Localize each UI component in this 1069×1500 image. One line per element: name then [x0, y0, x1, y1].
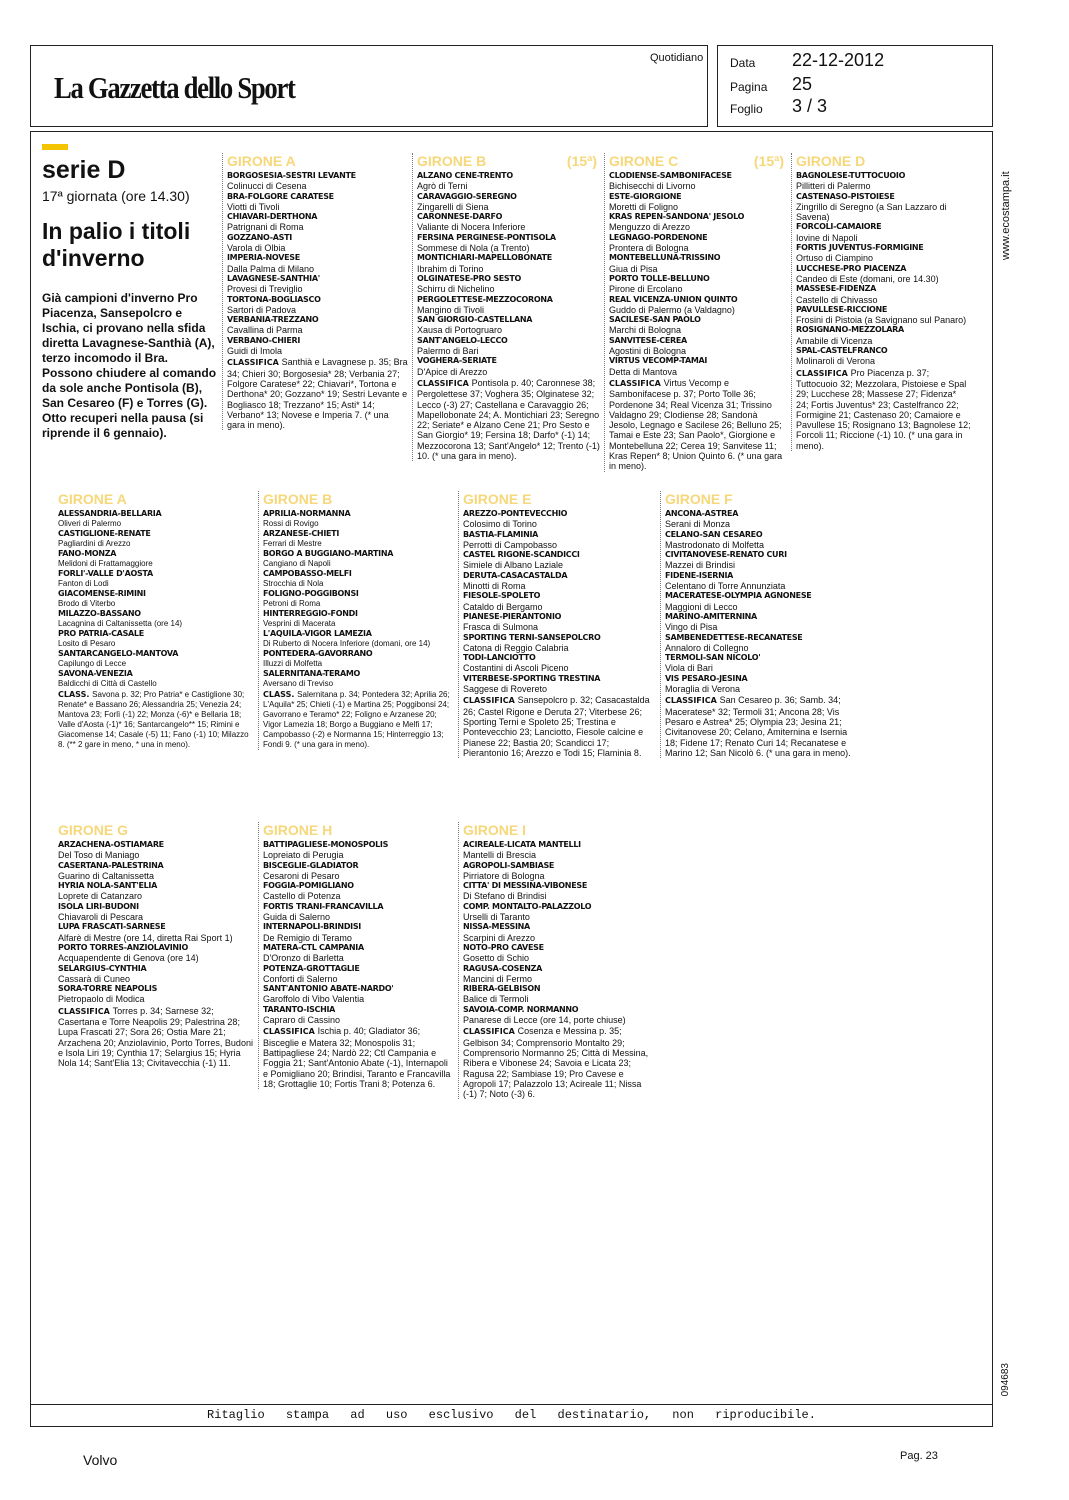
match-referee: Simiele di Albano Laziale: [463, 560, 564, 571]
match-referee: Maggioni di Lecco: [665, 601, 738, 612]
page-value: 25: [792, 74, 813, 94]
newspaper-logo: La Gazzetta dello Sport: [54, 70, 295, 105]
match-teams: MILAZZO-BASSANO: [58, 609, 141, 618]
match-teams: VERBANIA-TREZZANO: [227, 315, 319, 325]
match-teams: NISSA-MESSINA: [463, 922, 530, 932]
match-teams: PORTO TORRES-ANZIOLAVINIO: [58, 942, 188, 952]
match-referee: Pirone di Ercolano: [609, 284, 683, 295]
match-referee: Detta di Mantova: [609, 366, 678, 377]
match-teams: GOZZANO-ASTI: [227, 232, 292, 242]
match-teams: CITTA' DI MESSINA-VIBONESE: [463, 881, 587, 891]
match-referee: Melidoni di Frattamaggiore: [58, 559, 153, 568]
match-referee: Moraglia di Verona: [665, 684, 741, 695]
match-teams: MONTICHIARI-MAPELLOBONATE: [417, 253, 552, 263]
standings: [58, 1006, 254, 1069]
match-teams: BORGOSESIA-SESTRI LEVANTE: [227, 171, 356, 180]
standings-text: Savona p. 32; Pro Patria* e Castiglione 30; Renate* e Bassano 26; Alessandria 25; Venezia 24; Mantova 23; Forlì (-1) 22; Monza (-6)* e Bellaria 18; Valle d'Aosta (-1)* 16; Santarcangelo** 15; Rimini e Giacomense 14; Casale (-5) 11; Fano (-1) 10; Milazzo 8. (** 2 gare in meno, * una in meno).: [58, 690, 249, 749]
match-teams: TODI-LANCIOTTO: [463, 653, 536, 663]
match-teams: CASTEL RIGONE-SCANDICCI: [463, 550, 580, 560]
girone-round: (15ª): [566, 153, 597, 169]
match-referee: Marchi di Bologna: [609, 325, 682, 336]
match-referee: Zingrillo di Seregno (a San Lazzaro di Savena): [796, 201, 947, 223]
match-teams: NOTO-PRO CAVESE: [463, 942, 544, 952]
ritaglio-divider: [30, 1404, 993, 1405]
standings-text: Santhià e Lavagnese p. 35; Bra 34; Chieri 30; Borgosesia* 28; Verbania 27; Folgore Caratese* 22; Chiavari*, Tortona e Derthona* 20; Gozzano* 19; Sestri Levante e Bogliasco 18; Trezzano* 15; Asti* 14; Verbano* 13; Novese e Imperia 7. (* una gara in meno).: [227, 357, 408, 431]
girone-block: [458, 491, 654, 758]
publication-type: Quotidiano: [650, 52, 704, 64]
section-accent-bar: [42, 144, 68, 150]
match-teams: ACIREALE-LICATA MANTELLI: [463, 840, 581, 849]
match-teams: BISCEGLIE-GLADIATOR: [263, 860, 359, 870]
match-teams: CHIAVARI-DERTHONA: [227, 212, 318, 222]
match-teams: SELARGIUS-CYNTHIA: [58, 963, 147, 973]
girone-title: [58, 491, 254, 507]
standings-text: Torres p. 34; Sarnese 32; Casertana e Torre Neapolis 29; Palestrina 28; Lupa Frascati 27; Sora 26; Ostia Mare 21; Arzachena 20; Anziolavinio, Porto Torres, Budoni e Isola Liri 19; Cynthia 17; Selargius 15; Hyria Nola 14; Sant'Elia 13; Civitavecchia (-1) 11.: [58, 1005, 253, 1069]
match-referee: Cassarà di Cuneo: [58, 973, 131, 984]
match-referee: Serani di Monza: [665, 519, 731, 530]
match-referee: Alfarè di Mestre (ore 14, diretta Rai Sport 1): [58, 932, 233, 943]
match-referee: Prontera di Bologna: [609, 243, 689, 254]
girone-title-text: GIRONE C: [609, 153, 679, 169]
standings-label: CLASSIFICA: [463, 696, 518, 706]
match-referee: Ferrari di Mestre: [263, 539, 322, 548]
girone-title: [796, 153, 971, 169]
match-referee: Lopreiato di Perugia: [263, 850, 344, 861]
match-referee: Chiavaroli di Pescara: [58, 912, 144, 923]
copyright-notice: Ritaglio stampa ad uso esclusivo del destinatario, non riproducibile.: [207, 1408, 816, 1422]
footer-client: Volvo: [83, 1452, 118, 1468]
match-referee: Mazzei di Brindisi: [665, 560, 736, 571]
match-teams: FOLIGNO-POGGIBONSI: [263, 589, 359, 598]
match-referee: Colosimo di Torino: [463, 519, 537, 530]
match-teams: PERGOLETTESE-MEZZOCORONA: [417, 294, 553, 304]
match-teams: SANTARCANGELO-MANTOVA: [58, 649, 179, 658]
girone-title: [417, 153, 601, 169]
match-teams: GIACOMENSE-RIMINI: [58, 589, 146, 598]
sheet-value: 3 / 3: [792, 96, 828, 116]
standings: [263, 690, 454, 750]
girone-block: [58, 491, 254, 750]
match-referee: Di Stefano di Brindisi: [463, 891, 547, 902]
date-label: Data: [730, 56, 756, 70]
date-value: 22-12-2012: [792, 50, 885, 70]
match-teams: TORTONA-BOGLIASCO: [227, 294, 321, 304]
match-referee: Bichisecchi di Livorno: [609, 181, 696, 192]
girone-round: (15ª): [753, 153, 784, 169]
match-referee: Frosini di Pistoia (a Savignano sul Panaro): [796, 315, 967, 326]
girone-block: [412, 153, 601, 461]
match-teams: SANT'ANTONIO ABATE-NARDO': [263, 984, 394, 994]
match-teams: VITERBESE-SPORTING TRESTINA: [463, 673, 601, 683]
match-referee: Guarino di Caltanissetta: [58, 870, 155, 881]
match-referee: Moretti di Foligno: [609, 201, 679, 212]
girone-block: [604, 153, 788, 472]
match-referee: Capraro di Cassino: [263, 1015, 341, 1026]
standings-text: Pontisola p. 40; Caronnese 38; Pergolettese 37; Voghera 35; Olginatese 32; Lecco (-3) 27; Castellana e Caravaggio 26; Mapellobonate 24; A. Montichiari 23; Seregno 22; Seriate* e Alzano Cene 21; Pro Sesto e San Giorgio* 19; Fersina 18; Darfo* (-1) 14; Mezzocorona 13; Sant'Angelo* 12; Trento (-1) 10. (* una gara in meno).: [417, 377, 600, 462]
match-teams: CARAVAGGIO-SEREGNO: [417, 191, 517, 201]
girone-title-text: GIRONE A: [58, 491, 127, 507]
match-referee: Oliveri di Palermo: [58, 519, 122, 528]
match-teams: REAL VICENZA-UNION QUINTO: [609, 294, 738, 304]
match-teams: RAGUSA-COSENZA: [463, 963, 543, 973]
match-referee: Sommese di Nola (a Trento): [417, 243, 530, 254]
match-teams: SANVITESE-CEREA: [609, 335, 687, 345]
match-teams: AGROPOLI-SAMBIASE: [463, 860, 555, 870]
match-referee: Schirru di Nichelino: [417, 284, 495, 295]
girone-title: [263, 491, 454, 507]
standings-text: Pro Piacenza p. 37; Tuttocuoio 32; Mezzolara, Pistoiese e Spal 29; Lucchese 28; Massese 27; Fidenza* 24; Fortis Juventus* 23; Castelfranco 22; Formigine 21; Castenaso 20; Camaiore e Pavullese 15; Rosignano 13; Bagnolese 12; Forcoli 11; Riccione (-1) 10. (* una gara in meno).: [796, 367, 971, 451]
match-teams: HYRIA NOLA-SANT'ELIA: [58, 881, 157, 891]
match-referee: Mancini di Fermo: [463, 973, 533, 984]
standings-label: CLASSIFICA: [227, 358, 282, 368]
match-referee: Giua di Pisa: [609, 263, 658, 274]
match-teams: CASTENASO-PISTOIESE: [796, 191, 895, 201]
match-referee: Ortuso di Ciampino: [796, 253, 874, 264]
match-teams: ARZACHENA-OSTIAMARE: [58, 840, 164, 849]
match-referee: Mangino di Tivoli: [417, 304, 485, 315]
match-referee: Fanton di Lodi: [58, 579, 109, 588]
match-teams: BAGNOLESE-TUTTOCUOIO: [796, 171, 906, 180]
match-referee: Aversano di Treviso: [263, 679, 334, 688]
match-referee: Minotti di Roma: [463, 581, 526, 592]
match-teams: FORTIS JUVENTUS-FORMIGINE: [796, 243, 924, 253]
girone-title-text: GIRONE G: [58, 822, 129, 838]
girone-title: [609, 153, 788, 169]
match-referee: Capilungo di Lecce: [58, 659, 127, 668]
match-teams: AREZZO-PONTEVECCHIO: [463, 509, 568, 518]
match-referee: Lacagnina di Caltanissetta (ore 14): [58, 619, 183, 628]
match-teams: LAVAGNESE-SANTHIA': [227, 273, 320, 283]
match-teams: SAN GIORGIO-CASTELLANA: [417, 315, 533, 325]
match-teams: MACERATESE-OLYMPIA AGNONESE: [665, 591, 812, 601]
standings-text: Cosenza e Messina p. 35; Gelbison 34; Comprensorio Montalto 29; Comprensorio Normanno 25; Città di Messina, Ribera e Vibonese 24; Savoia e Licata 23; Ragusa 22; Sambiase 19; Pro Cavese e Agropoli 17; Palazzolo 13; Acireale 11; Nissa (-1) 7; Noto (-3) 6.: [463, 1026, 649, 1100]
match-referee: Menguzzo di Arezzo: [609, 222, 691, 233]
girone-block: [791, 153, 971, 451]
standings-text: Sansepolcro p. 32; Casacastalda 26; Castel Rigone e Deruta 27; Viterbese 26; Sporting Terni e Spoleto 25; Trestina e Pontevecchio 23; Lanciotto, Fiesole calcine e Pianese 22; Bastia 20; Scandicci 17; Pierantonio 16; Arezzo e Todi 15; Flaminia 8.: [463, 695, 650, 758]
match-teams: VERBANO-CHIERI: [227, 335, 301, 345]
match-referee: Costantini di Ascoli Piceno: [463, 663, 569, 674]
standings: [463, 695, 654, 758]
match-teams: FORLI'-VALLE D'AOSTA: [58, 569, 153, 578]
match-teams: FORCOLI-CAMAIORE: [796, 222, 882, 232]
standings: [609, 378, 788, 472]
match-referee: Iovine di Napoli: [796, 232, 858, 243]
girone-title-text: GIRONE D: [796, 153, 866, 169]
match-referee: Agostini di Bologna: [609, 346, 687, 357]
match-teams: ARZANESE-CHIETI: [263, 529, 339, 538]
match-teams: SPORTING TERNI-SANSEPOLCRO: [463, 632, 601, 642]
match-teams: BORGO A BUGGIANO-MARTINA: [263, 549, 394, 558]
match-referee: Rossi di Rovigo: [263, 519, 319, 528]
standings-text: Ischia p. 40; Gladiator 36; Bisceglie e Matera 32; Monospolis 31; Battipagliese 24; Nardò 22; Ctl Campania e Foggia 21; Sant'Antonio Abate (-1), Internapoli e Pomigliano 20; Brindisi, Taranto e Francavilla 18; Grottaglie 10; Fortis Trani 8; Potenza 6.: [263, 1026, 451, 1089]
match-teams: LUPA FRASCATI-SARNESE: [58, 922, 166, 932]
match-referee: Ibrahim di Torino: [417, 263, 484, 274]
standings: [263, 1026, 454, 1089]
match-referee: Viotti di Tivoli: [227, 201, 280, 212]
standings-label: CLASSIFICA: [263, 1027, 318, 1037]
match-referee: Garoffolo di Vibo Valentia: [263, 994, 365, 1005]
matchday-info: 17ª giornata (ore 14.30): [42, 188, 190, 204]
match-teams: CASTIGLIONE-RENATE: [58, 529, 151, 538]
match-teams: SACILESE-SAN PAOLO: [609, 315, 701, 325]
match-referee: Dalla Palma di Milano: [227, 263, 315, 274]
girone-title: [58, 822, 254, 838]
match-teams: CIVITANOVESE-RENATO CURI: [665, 550, 787, 560]
standings-text: San Cesareo p. 36; Samb. 34; Maceratese* 32; Termoli 31; Ancona 28; Vis Pesaro e Astrea* 25; Olympia 23; Jesina 21; Civitanovese 20; Celano, Amiternina e Isernia 18; Fidene 17; Renato Curi 14; Recanatese e Marino 12; San Nicolò 6. (* una gara in meno).: [665, 695, 851, 758]
match-referee: Pagliardini di Arezzo: [58, 539, 131, 548]
standings: [463, 1026, 654, 1099]
match-teams: MATERA-CTL CAMPANIA: [263, 942, 364, 952]
standings-label: CLASSIFICA: [609, 378, 664, 388]
match-teams: ALZANO CENE-TRENTO: [417, 171, 513, 180]
match-referee: Cataldo di Bergamo: [463, 601, 543, 612]
girone-title-text: GIRONE I: [463, 822, 527, 838]
match-teams: VOGHERA-SERIATE: [417, 356, 497, 366]
match-referee: Saggese di Rovereto: [463, 684, 548, 695]
match-teams: FORTIS TRANI-FRANCAVILLA: [263, 901, 384, 911]
match-referee: Xausa di Portogruaro: [417, 325, 503, 336]
match-teams: ANCONA-ASTREA: [665, 509, 739, 518]
standings-label: CLASS.: [58, 690, 93, 699]
match-teams: INTERNAPOLI-BRINDISI: [263, 922, 361, 932]
match-teams: ISOLA LIRI-BUDONI: [58, 901, 139, 911]
girone-title-text: GIRONE B: [263, 491, 333, 507]
match-teams: IMPERIA-NOVESE: [227, 253, 300, 263]
match-teams: OLGINATESE-PRO SESTO: [417, 273, 522, 283]
match-teams: MASSESE-FIDENZA: [796, 284, 877, 294]
standings-label: CLASS.: [263, 690, 298, 699]
sheet-label: Foglio: [730, 102, 763, 116]
match-referee: Balice di Termoli: [463, 994, 529, 1005]
match-referee: D'Apice di Arezzo: [417, 366, 488, 377]
match-teams: ALESSANDRIA-BELLARIA: [58, 509, 162, 518]
match-teams: VIRTUS VECOMP-TAMAI: [609, 356, 708, 366]
girone-block: [222, 153, 408, 430]
match-teams: FIDENE-ISERNIA: [665, 570, 734, 580]
match-referee: Viola di Bari: [665, 663, 713, 674]
girone-title: [463, 822, 654, 838]
match-referee: Colinucci di Cesena: [227, 181, 307, 192]
girone-title-text: GIRONE A: [227, 153, 296, 169]
match-teams: FOGGIA-POMIGLIANO: [263, 881, 354, 891]
match-referee: D'Oronzo di Barletta: [263, 953, 344, 964]
standings: [796, 368, 971, 451]
standings-label: CLASSIFICA: [463, 1027, 518, 1037]
match-referee: Guidi di Imola: [227, 346, 283, 357]
match-teams: LEGNAGO-PORDENONE: [609, 232, 708, 242]
match-referee: Zingarelli di Siena: [417, 201, 489, 212]
match-referee: Scarpini di Arezzo: [463, 932, 536, 943]
standings-label: CLASSIFICA: [796, 368, 851, 378]
match-teams: MONTEBELLUNA-TRISSINO: [609, 253, 721, 263]
match-teams: CARONNESE-DARFO: [417, 212, 503, 222]
match-referee: Provesi di Treviglio: [227, 284, 303, 295]
article-headline: In palio i titoli d'inverno: [42, 218, 191, 271]
girone-block: [258, 822, 454, 1089]
girone-title-text: GIRONE H: [263, 822, 333, 838]
match-referee: Annaloro di Collegno: [665, 642, 749, 653]
match-referee: De Remigio di Teramo: [263, 932, 352, 943]
match-referee: Amabile di Vicenza: [796, 335, 873, 346]
match-teams: VIS PESARO-JESINA: [665, 673, 748, 683]
match-teams: BRA-FOLGORE CARATESE: [227, 191, 334, 201]
match-teams: SANT'ANGELO-LECCO: [417, 335, 508, 345]
match-teams: TARANTO-ISCHIA: [263, 1004, 336, 1014]
match-teams: FERSINA PERGINESE-PONTISOLA: [417, 232, 556, 242]
match-referee: Brodo di Viterbo: [58, 599, 116, 608]
match-referee: Conforti di Salerno: [263, 973, 338, 984]
match-referee: Varola di Olbia: [227, 243, 286, 254]
match-referee: Castello di Chivasso: [796, 294, 878, 305]
match-teams: CAMPOBASSO-MELFI: [263, 569, 352, 578]
match-referee: Baldicchi di Città di Castello: [58, 679, 157, 688]
match-teams: SPAL-CASTELFRANCO: [796, 346, 888, 356]
girone-block: [458, 822, 654, 1099]
girone-title: [263, 822, 454, 838]
match-teams: SALERNITANA-TERAMO: [263, 669, 361, 678]
match-referee: Mantelli di Brescia: [463, 850, 537, 861]
standings-label: CLASSIFICA: [417, 378, 472, 388]
match-referee: Guddo di Palermo (a Valdagno): [609, 304, 735, 315]
match-referee: Agrò di Terni: [417, 181, 468, 192]
match-referee: Pirriatore di Bologna: [463, 870, 545, 881]
match-teams: SORA-TORRE NEAPOLIS: [58, 984, 158, 994]
match-teams: POTENZA-GROTTAGLIE: [263, 963, 360, 973]
match-teams: PIANESE-PIERANTONIO: [463, 611, 562, 621]
match-referee: Pillitteri di Palermo: [796, 181, 871, 192]
match-referee: Cesaroni di Pesaro: [263, 870, 340, 881]
match-referee: Loprete di Catanzaro: [58, 891, 143, 902]
match-referee: Frasca di Sulmona: [463, 622, 539, 633]
side-url: www.ecostampa.it: [1000, 171, 1012, 260]
standings-text: Salernitana p. 34; Pontedera 32; Aprilia 26; L'Aquila* 25; Chieti (-1) e Martina 25; Poggibonsi 24; Gavorrano e Teramo* 22; Foligno e Arzanese 20; Vigor Lamezia 18; Borgo a Buggiano e Melfi 17; Campobasso (-2) e Normanna 15; Hinterreggio 13; Fondi 9. (* una gara in meno).: [263, 690, 450, 749]
match-teams: LUCCHESE-PRO PIACENZA: [796, 263, 907, 273]
match-referee: Urselli di Taranto: [463, 912, 530, 923]
match-referee: Strocchia di Nola: [263, 579, 324, 588]
match-referee: Panarese di Lecce (ore 14, porte chiuse): [463, 1015, 626, 1026]
match-referee: Cavallina di Parma: [227, 325, 303, 336]
footer-page: Pag. 23: [900, 1450, 938, 1462]
match-teams: SAVOIA-COMP. NORMANNO: [463, 1004, 579, 1014]
match-referee: Illuzzi di Molfetta: [263, 659, 323, 668]
match-teams: BATTIPAGLIESE-MONOSPOLIS: [263, 840, 389, 849]
match-teams: FIESOLE-SPOLETO: [463, 591, 541, 601]
match-referee: Gosetto di Schio: [463, 953, 530, 964]
girone-title: [665, 491, 856, 507]
article-intro: Già campioni d'inverno Pro Piacenza, Sansepolcro e Ischia, ci provano nella sfida diretta Lavagnese-Santhià (A), terzo incomodo il Bra. Possono chiudere al comando da sole anche Pontisola (B), San Cesareo (F) e Torres (G). Otto recuperi nella pausa (si riprende il 6 gennaio).: [42, 291, 217, 440]
match-referee: Guida di Salerno: [263, 912, 331, 923]
girone-title: [463, 491, 654, 507]
match-teams: CASERTANA-PALESTRINA: [58, 860, 164, 870]
match-referee: Vingo di Pisa: [665, 622, 718, 633]
match-teams: SAVONA-VENEZIA: [58, 669, 133, 678]
match-referee: Castello di Potenza: [263, 891, 341, 902]
match-teams: CELANO-SAN CESAREO: [665, 529, 763, 539]
match-referee: Molinaroli di Verona: [796, 356, 876, 367]
match-referee: Valiante di Nocera Inferiore: [417, 222, 526, 233]
standings: [665, 695, 856, 758]
match-teams: PORTO TOLLE-BELLUNO: [609, 273, 710, 283]
match-teams: L'AQUILA-VIGOR LAMEZIA: [263, 629, 372, 638]
girone-title-text: GIRONE E: [463, 491, 532, 507]
match-teams: SAMBENEDETTESE-RECANATESE: [665, 632, 803, 642]
match-teams: PRO PATRIA-CASALE: [58, 629, 144, 638]
match-referee: Vesprini di Macerata: [263, 619, 336, 628]
match-teams: PONTEDERA-GAVORRANO: [263, 649, 373, 658]
match-teams: TERMOLI-SAN NICOLO': [665, 653, 761, 663]
match-teams: ROSIGNANO-MEZZOLARA: [796, 325, 904, 335]
match-referee: Patrignani di Roma: [227, 222, 304, 233]
match-teams: FANO-MONZA: [58, 549, 117, 558]
match-referee: Sartori di Padova: [227, 304, 297, 315]
match-teams: COMP. MONTALTO-PALAZZOLO: [463, 901, 592, 911]
match-teams: RIBERA-GELBISON: [463, 984, 541, 994]
match-teams: KRAS REPEN-SANDONA' JESOLO: [609, 212, 745, 222]
match-referee: Del Toso di Maniago: [58, 850, 140, 861]
match-teams: DERUTA-CASACASTALDA: [463, 570, 568, 580]
match-referee: Palermo di Bari: [417, 346, 479, 357]
girone-block: [58, 822, 254, 1069]
match-referee: Catona di Reggio Calabria: [463, 642, 569, 653]
girone-title-text: GIRONE B: [417, 153, 487, 169]
standings: [58, 690, 254, 750]
match-teams: APRILIA-NORMANNA: [263, 509, 351, 518]
match-teams: HINTERREGGIO-FONDI: [263, 609, 358, 618]
match-referee: Losito di Pesaro: [58, 639, 116, 648]
match-referee: Candeo di Este (domani, ore 14.30): [796, 273, 939, 284]
standings-label: CLASSIFICA: [58, 1006, 113, 1016]
match-referee: Pietropaolo di Modica: [58, 994, 145, 1005]
page-label: Pagina: [730, 80, 768, 94]
standings-text: Virtus Vecomp e Sambonifacese p. 37; Porto Tolle 36; Pordenone 34; Real Vicenza 31; Trissino Valdagno 29; Clodiense 28; Sandonà Jesolo, Legnago e Sacilese 26; Belluno 25; Tamai e Este 23; San Paolo*, Giorgione e Montebelluna 22; Cerea 19; Sanvitese 11; Kras Repen* 8; Union Quinto 6. (* una gara in meno).: [609, 377, 783, 472]
girone-title-text: GIRONE F: [665, 491, 733, 507]
side-code: 094683: [1000, 1363, 1011, 1397]
match-teams: MARINO-AMITERNINA: [665, 611, 757, 621]
section-title: serie D: [42, 156, 126, 184]
match-referee: Petroni di Roma: [263, 599, 321, 608]
match-teams: BASTIA-FLAMINIA: [463, 529, 539, 539]
match-referee: Acquapendente di Genova (ore 14): [58, 953, 199, 964]
match-referee: Di Ruberto di Nocera Inferiore (domani, ore 14): [263, 639, 431, 648]
match-referee: Cangiano di Napoli: [263, 559, 331, 568]
standings: [227, 357, 408, 430]
girone-block: [660, 491, 856, 758]
girone-title: [227, 153, 408, 169]
match-teams: CLODIENSE-SAMBONIFACESE: [609, 171, 732, 180]
match-teams: ESTE-GIORGIONE: [609, 191, 682, 201]
match-referee: Celentano di Torre Annunziata: [665, 581, 786, 592]
standings-label: CLASSIFICA: [665, 696, 720, 706]
standings: [417, 378, 601, 461]
match-referee: Perrotti di Campobasso: [463, 539, 558, 550]
girone-block: [258, 491, 454, 750]
match-referee: Mastrodonato di Molfetta: [665, 539, 765, 550]
match-teams: PAVULLESE-RICCIONE: [796, 304, 888, 314]
